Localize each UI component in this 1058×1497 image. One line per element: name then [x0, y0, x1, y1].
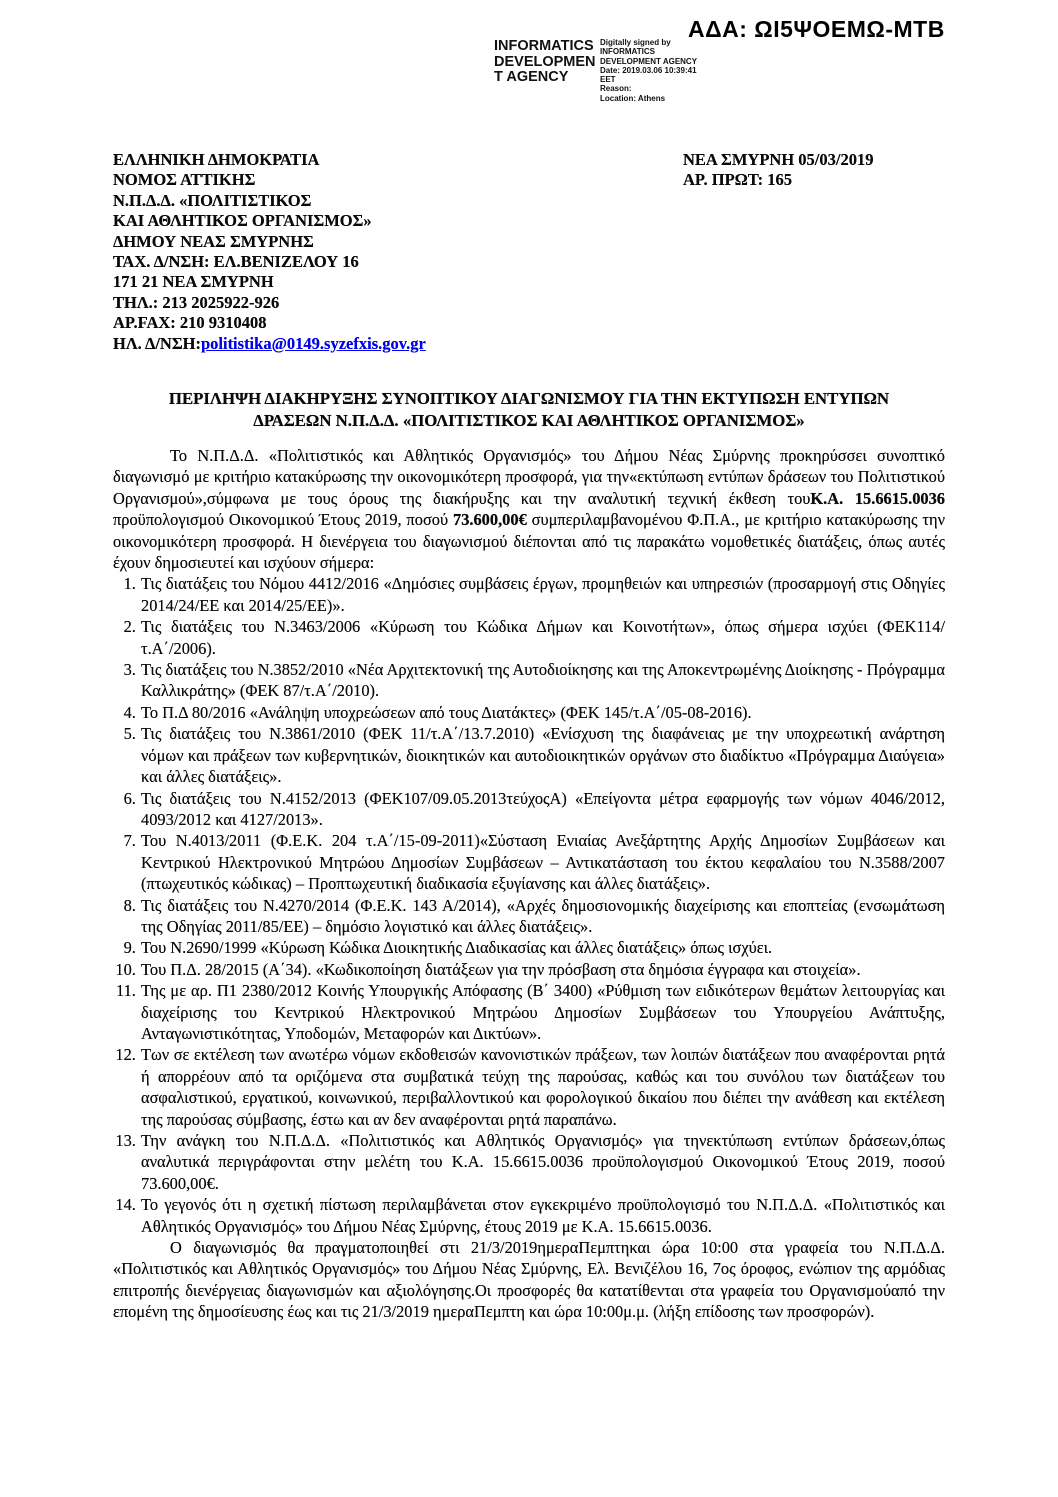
- legal-basis-item: 8. Τις διατάξεις του Ν.4270/2014 (Φ.Ε.Κ. 143 Α/2014), «Αρχές δημοσιονομικής διαχείρισης και εποπτείας (ενσωμάτωση της Οδηγίας 2011/85/ΕΕ) – δημόσιο λογιστικό και άλλες διατάξεις».: [140, 895, 945, 938]
- legal-basis-item: 4. Το Π.Δ 80/2016 «Ανάληψη υποχρεώσεων από τους Διατάκτες» (ΦΕΚ 145/τ.Α΄/05-08-2016).: [140, 702, 945, 723]
- issuer-line: ΚΑΙ ΑΘΛΗΤΙΚΟΣ ΟΡΓΑΝΙΣΜΟΣ»: [113, 211, 372, 231]
- closing-paragraph: Ο διαγωνισμός θα πραγματοποιηθεί στι 21/3/2019ημεραΠεμπτηκαι ώρα 10:00 στα γραφεία του Ν.Π.Δ.Δ. «Πολιτιστικός και Αθλητικός Οργανισμός» του Δήμου Νέας Σμύρνης, Ελ. Βενιζέλου 16, 7ος όροφος, ενώπιον της αρμόδιας επιτροπής διενέργειας διαγωνισμών και αξιολόγησης.Οι προσφορές θα κατατίθενται στα γραφεία του Οργανισμούαπό την επομένη της δημοσίευσης έως και τις 21/3/2019 ημεραΠεμπτη και ώρα 10:00μ.μ. (λήξη επίδοσης των προσφορών).: [113, 1238, 945, 1322]
- issuer-line: ΑΡ.FAX: 210 9310408: [113, 313, 267, 333]
- intro-text: συμπεριλαμβανομένου Φ.Π.Α., με κριτήριο κατακύρωσης την οικονομικότερη προσφορά. Η διενέργεια του διαγωνισμού διέπονται από τις παρακάτω νομοθετικές διατάξεις, όπως αυτές έχουν δημοσιευτεί και ισχύουν σήμερα:: [113, 510, 945, 573]
- issuer-block: [113, 150, 426, 354]
- legal-basis-item: 6. Τις διατάξεις του Ν.4152/2013 (ΦΕΚ107/09.05.2013τεύχοςΑ) «Επείγοντα μέτρα εφαρμογής των νόμων 4046/2012, 4093/2012 και 4127/2013».: [140, 788, 945, 831]
- budget-code: Κ.Α. 15.6615.0036: [810, 488, 945, 508]
- signature-detail-line: Digitally signed by: [600, 38, 671, 47]
- issuer-line: ΤΗΛ.: 213 2025922-926: [113, 292, 280, 312]
- legal-basis-item: 14. Το γεγονός ότι η σχετική πίστωση περιλαμβάνεται στον εγκεκριμένο προϋπολογισμό του Ν.Π.Δ.Δ. «Πολιτιστικός και Αθλητικός Οργανισμός» του Δήμου Νέας Σμύρνης, έτους 2019 με Κ.Α. 15.6615.0036.: [140, 1194, 945, 1237]
- issuer-line: Ν.Π.Δ.Δ. «ΠΟΛΙΤΙΣΤΙΚΟΣ: [113, 190, 312, 210]
- budget-amount: 73.600,00€: [453, 510, 527, 530]
- issuer-line: ΔΗΜΟΥ ΝΕΑΣ ΣΜΥΡΝΗΣ: [113, 231, 314, 251]
- signature-detail-line: DEVELOPMENT AGENCY: [600, 56, 698, 66]
- signature-detail-line: Reason:: [600, 84, 632, 94]
- legal-basis-item: 2. Τις διατάξεις του Ν.3463/2006 «Κύρωση του Κώδικα Δήμων και Κοινοτήτων», όπως σήμερα ισχύει (ΦΕΚ114/τ.Α΄/2006).: [140, 616, 945, 659]
- intro-paragraph: [113, 445, 945, 573]
- signature-agency-name-line: T AGENCY: [494, 69, 569, 85]
- signature-agency-name-line: DEVELOPMEN: [494, 53, 596, 70]
- signature-detail-line: EET: [600, 75, 616, 85]
- title-line-2: ΔΡΑΣΕΩΝ Ν.Π.Δ.Δ. «ΠΟΛΙΤΙΣΤΙΚΟΣ ΚΑΙ ΑΘΛΗΤΙΚΟΣ ΟΡΓΑΝΙΣΜΟΣ»: [253, 411, 805, 430]
- legal-basis-item: 13. Την ανάγκη του Ν.Π.Δ.Δ. «Πολιτιστικός και Αθλητικός Οργανισμός» για τηνεκτύπωση εντύπων δράσεων,όπως αναλυτικά περιγράφονται στην μελέτη του Κ.Α. 15.6615.0036 προϋπολογισμού Οικονομικού Έτους 2019, ποσού 73.600,00€.: [140, 1130, 945, 1194]
- legal-basis-item: 3. Τις διατάξεις του Ν.3852/2010 «Νέα Αρχιτεκτονική της Αυτοδιοίκησης και της Αποκεντρωμένης Διοίκησης - Πρόγραμμα Καλλικράτης» (ΦΕΚ 87/τ.Α΄/2010).: [140, 659, 945, 702]
- legal-basis-item: 11. Της με αρ. Π1 2380/2012 Κοινής Υπουργικής Απόφασης (Β΄ 3400) «Ρύθμιση των ειδικότερων θεμάτων λειτουργίας και διαχείρισης του Κεντρικού Ηλεκτρονικού Μητρώου Δημοσίων Συμβάσεων του Υπουργείου Ανάπτυξης, Ανταγωνιστικότητας, Υποδομών, Μεταφορών και Δικτύων».: [140, 980, 945, 1044]
- intro-text: προϋπολογισμού Οικονομικού Έτους 2019, ποσού: [113, 510, 453, 530]
- issuer-line: ΤΑΧ. Δ/ΝΣΗ: ΕΛ.ΒΕΝΙΖΕΛΟΥ 16: [113, 252, 359, 272]
- document-title: [113, 388, 945, 432]
- email-label: ΗΛ. Δ/ΝΣΗ:: [113, 333, 201, 353]
- issuer-line: ΕΛΛΗΝΙΚΗ ΔΗΜΟΚΡΑΤΙΑ: [113, 150, 320, 169]
- signature-detail-line: Date: 2019.03.06 10:39:41: [600, 65, 697, 75]
- place-date-line: ΝΕΑ ΣΜΥΡΝΗ 05/03/2019: [683, 150, 874, 169]
- ada-number: ΑΔΑ: ΩΙ5ΨΟΕΜΩ-ΜΤΒ: [688, 16, 945, 42]
- document-body: [113, 388, 945, 1323]
- signature-detail-line: INFORMATICS: [600, 47, 655, 57]
- title-line-1: ΠΕΡΙΛΗΨΗ ΔΙΑΚΗΡΥΞΗΣ ΣΥΝΟΠΤΙΚΟΥ ΔΙΑΓΩΝΙΣΜΟΥ ΓΙΑ ΤΗΝ ΕΚΤΥΠΩΣΗ ΕΝΤΥΠΩΝ: [168, 389, 890, 408]
- legal-basis-item: 1. Τις διατάξεις του Νόμου 4412/2016 «Δημόσιες συμβάσεις έργων, προμηθειών και υπηρεσιών (προσαρμογή στις Οδηγίες 2014/24/ΕΕ και 2014/25/ΕΕ)».: [140, 573, 945, 616]
- legal-basis-item: 12. Των σε εκτέλεση των ανωτέρω νόμων εκδοθεισών κανονιστικών πράξεων, των λοιπών διατάξεων που αναφέρονται ρητά ή απορρέουν από τα οριζόμενα στα συμβατικά τεύχη της παρούσας, καθώς και του συνόλου των διατάξεων του ασφαλιστικού, εργατικού, κοινωνικού, περιβαλλοντικού και φορολογικού δικαίου που διέπει την ανάθεση και εκτέλεση της παρούσας σύμβασης, έστω και αν δεν αναφέρονται ρητά παραπάνω.: [140, 1044, 945, 1130]
- legal-basis-item: 9. Του Ν.2690/1999 «Κύρωση Κώδικα Διοικητικής Διαδικασίας και άλλες διατάξεις» όπως ισχύει.: [140, 937, 945, 958]
- intro-text: Το Ν.Π.Δ.Δ. «Πολιτιστικός και Αθλητικός Οργανισμός» του Δήμου Νέας Σμύρνης προκηρύσσει συνοπτικό διαγωνισμό με κριτήριο κατακύρωσης την οικονομικότερη προσφορά, για την«εκτύπωση εντύπων δράσεων του Πολιτιστικού Οργανισμού»,σύμφωνα με τους όρους της διακήρυξης και την αναλυτική τεχνική έκθεση του: [113, 446, 945, 508]
- issuer-line: 171 21 ΝΕΑ ΣΜΥΡΝΗ: [113, 272, 274, 292]
- date-protocol-block: [683, 150, 873, 191]
- signature-agency-name: [494, 39, 596, 86]
- legal-basis-item: 5. Τις διατάξεις του Ν.3861/2010 (ΦΕΚ 11/τ.Α΄/13.7.2010) «Ενίσχυση της διαφάνειας με την υποχρεωτική ανάρτηση νόμων και πράξεων των κυβερνητικών, διοικητικών και αυτοδιοικητικών οργάνων στο διαδίκτυο «Πρόγραμμα Διαύγεια» και άλλες διατάξεις».: [140, 723, 945, 787]
- signature-details: [600, 38, 697, 103]
- issuer-line: ΝΟΜΟΣ ΑΤΤΙΚΗΣ: [113, 170, 256, 190]
- email-link[interactable]: politistika@0149.syzefxis.gov.gr: [200, 333, 426, 353]
- legal-basis-item: 10. Του Π.Δ. 28/2015 (Α΄34). «Κωδικοποίηση διατάξεων για την πρόσβαση στα δημόσια έγγραφα και στοιχεία».: [140, 959, 945, 980]
- protocol-number-line: ΑΡ. ΠΡΩΤ: 165: [683, 170, 793, 190]
- signature-agency-name-line: INFORMATICS: [494, 38, 594, 54]
- signature-detail-line: Location: Athens: [600, 93, 666, 103]
- issuer-email-line: [113, 334, 426, 354]
- legal-basis-list: [113, 573, 945, 1237]
- legal-basis-item: 7. Του Ν.4013/2011 (Φ.Ε.Κ. 204 τ.Α΄/15-09-2011)«Σύσταση Ενιαίας Ανεξάρτητης Αρχής Δημοσίων Συμβάσεων και Κεντρικού Ηλεκτρονικού Μητρώου Δημοσίων Συμβάσεων – Αντικατάσταση του έκτου κεφαλαίου του Ν.3588/2007 (πτωχευτικός κώδικας) – Προπτωχευτική διαδικασία εξυγίανσης και άλλες διατάξεις».: [140, 830, 945, 894]
